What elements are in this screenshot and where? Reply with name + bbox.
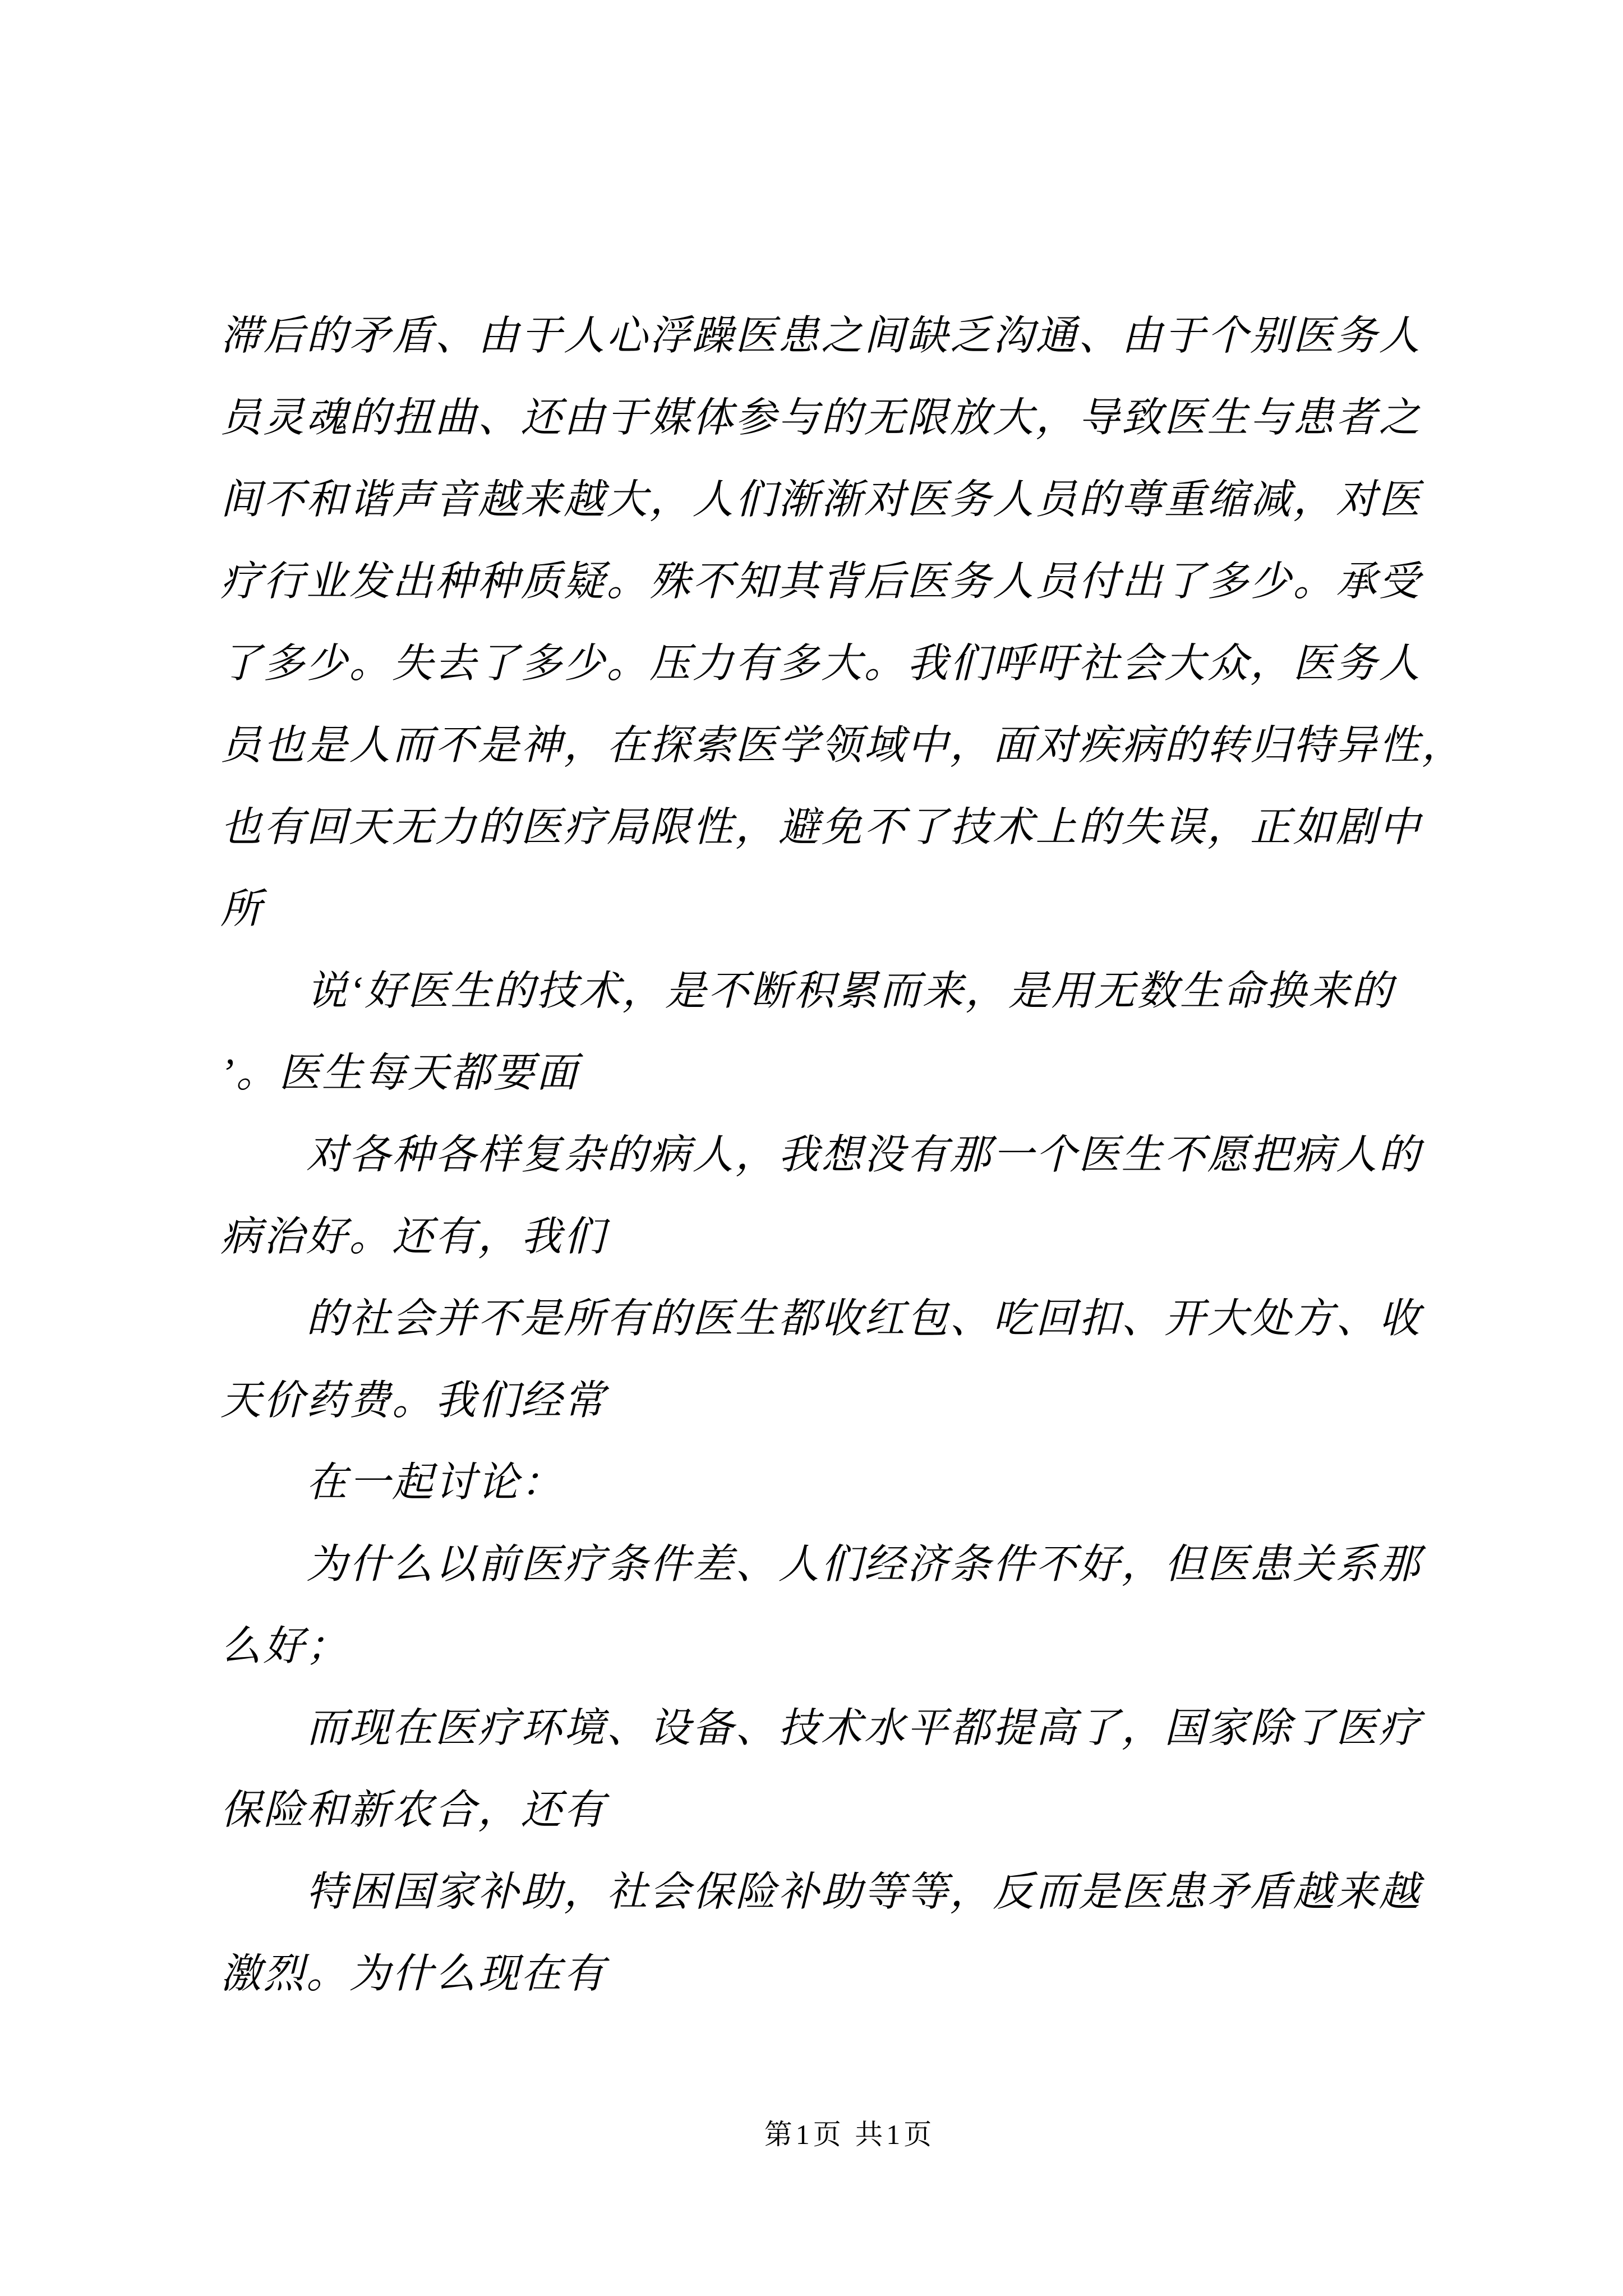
text-line: 了多少。失去了多少。压力有多大。我们呼吁社会大众，医务人 <box>220 641 1422 686</box>
text-line: 的社会并不是所有的医生都收红包、吃回扣、开大处方、收 <box>306 1296 1422 1341</box>
text-line: 滞后的矛盾、由于人心浮躁医患之间缺乏沟通、由于个别医务人 <box>220 313 1422 358</box>
page-number-indicator: 第1页 共1页 <box>764 2119 935 2150</box>
text-line: 间不和谐声音越来越大，人们渐渐对医务人员的尊重缩减，对医 <box>220 477 1422 522</box>
page-footer <box>38 2115 1623 2154</box>
text-line: 而现在医疗环境、设备、技术水平都提高了，国家除了医疗 <box>306 1705 1422 1751</box>
text-line: 员也是人而不是神，在探索医学领域中，面对疾病的转归特异性， <box>220 723 1465 768</box>
text-line: 保险和新农合，还有 <box>220 1787 607 1833</box>
text-line: 疗行业发出种种质疑。殊不知其背后医务人员付出了多少。承受 <box>220 559 1422 604</box>
text-line: 特困国家补助，社会保险补助等等，反而是医患矛盾越来越 <box>306 1869 1422 1915</box>
text-line: 对各种各样复杂的病人，我想没有那一个医生不愿把病人的 <box>306 1132 1422 1177</box>
text-line: 天价药费。我们经常 <box>220 1378 607 1423</box>
text-line: 员灵魂的扭曲、还由于媒体参与的无限放大，导致医生与患者之 <box>220 395 1422 440</box>
body-text <box>220 295 1465 2015</box>
text-line: 激烈。为什么现在有 <box>220 1951 607 1996</box>
text-line: 为什么以前医疗条件差、人们经济条件不好，但医患关系那 <box>306 1542 1422 1587</box>
text-line: 么好； <box>220 1623 349 1669</box>
text-line: ’。医生每天都要面 <box>220 1050 579 1096</box>
text-line: 说‘好医生的技术，是不断积累而来，是用无数生命换来的 <box>306 968 1395 1014</box>
text-line: 所 <box>220 886 264 932</box>
text-line: 也有回天无力的医疗局限性，避免不了技术上的失误，正如剧中 <box>220 804 1422 850</box>
text-line: 在一起讨论： <box>306 1460 564 1505</box>
text-line: 病治好。还有，我们 <box>220 1214 607 1259</box>
